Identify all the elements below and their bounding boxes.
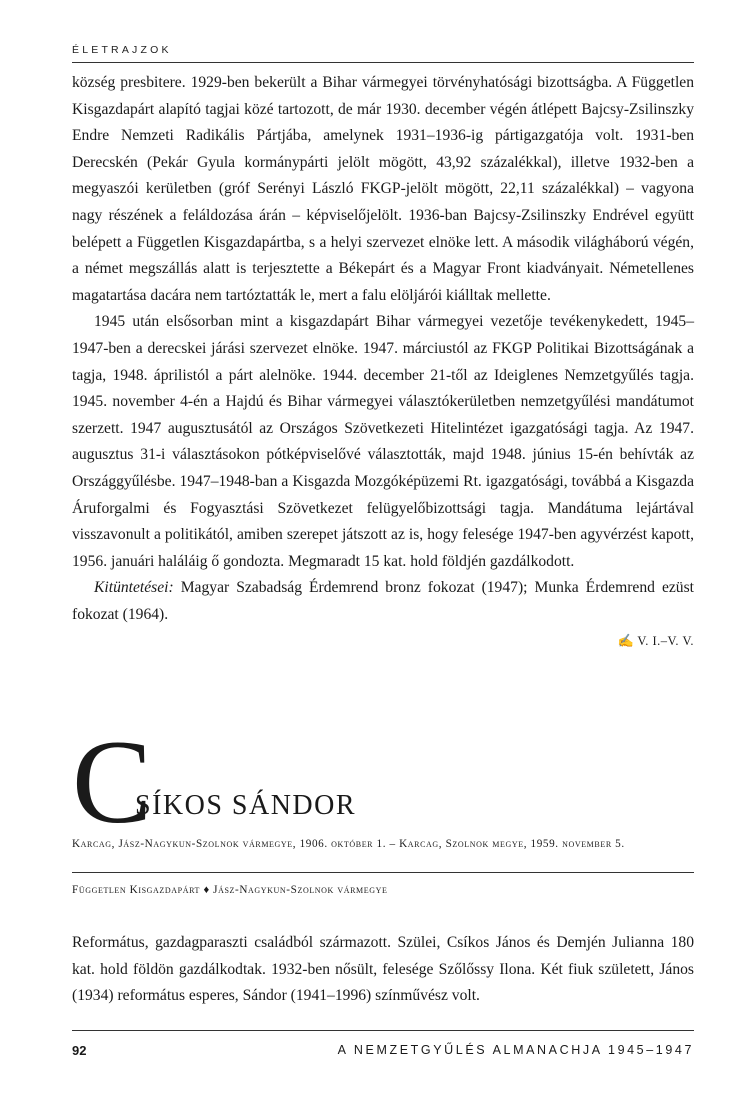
previous-entry-text xyxy=(72,70,694,655)
paragraph-2: 1945 után elsősorban mint a kisgazdapárt Bihar vármegyei vezetője tevékenykedett, 1945–1947-ben a derecskei járási szervezet elnöke. 1947. márciustól az FKGP Politikai Bizottságának a tagja, 1948. áprilistól a párt alelnöke. 1944. december 21-től az Ideiglenes Nemzetgyűlés tagja. 1945. november 4-én a Hajdú és Bihar vármegyei választókerületben nemzetgyűlési mandátumot szerzett. 1947 augusztusától az Országos Szövetkezeti Hitelintézet igazgatósági tagja. Az 1947. augusztus 31-i választásokon pótképviselővé választották, majd 1948. június 15-én behívták az Országgyűlésbe. 1947–1948-ban a Kisgazda Mozgóképüzemi Rt. igazgatósági, továbbá a Kisgazda Áruforgalmi és Fogyasztási Szövetkezet felügyelőbizottsági tagja. Mandátuma lejártával visszavonult a politikától, amiben szerepet játszott az is, hogy felesége 1947-ben agyvérzést kapott, 1956. januári haláláig ő gondozta. Megmaradt 15 kat. hold földjén gazdálkodott. xyxy=(72,313,694,570)
name-initial: C xyxy=(72,715,153,848)
diamond-icon: ♦ xyxy=(203,884,210,896)
awards-text: Magyar Szabadság Érdemrend bronz fokozat (1947); Munka Érdemrend ezüst fokozat (1964). xyxy=(72,579,694,623)
author-signature xyxy=(618,628,694,655)
entry-rule xyxy=(72,872,694,873)
header-rule xyxy=(72,62,694,63)
page-number: 92 xyxy=(72,1043,87,1058)
entry-bio: Református, gazdagparaszti családból származott. Szülei, Csíkos János és Demjén Julianna 180 kat. hold földön gazdálkodtak. 1932-ben nősült, felesége Szőlőssy Ilona. Két fiuk született, János (1934) református esperes, Sándor (1941–1996) színművész volt. xyxy=(72,934,694,1005)
county-name: Jász-Nagykun-Szolnok vármegye xyxy=(213,884,388,896)
birth-death-info: Karcag, Jász-Nagykun-Szolnok vármegye, 1906. október 1. – Karcag, Szolnok megye, 1959. november 5. xyxy=(72,838,625,850)
entry-name: SÍKOS SÁNDOR xyxy=(135,790,357,821)
footer-rule xyxy=(72,1030,694,1031)
awards-label: Kitüntetései: xyxy=(94,579,174,597)
party-line xyxy=(72,884,387,896)
party-name: Független Kisgazdapárt xyxy=(72,884,201,896)
page xyxy=(72,0,694,1112)
book-title: A NEMZETGYŰLÉS ALMANACHJA 1945–1947 xyxy=(337,1043,694,1057)
signature-text: V. I.–V. V. xyxy=(637,634,694,649)
awards-paragraph xyxy=(72,575,694,628)
footer xyxy=(72,1043,694,1058)
signature-line xyxy=(72,628,694,655)
running-head: ÉLETRAJZOK xyxy=(72,44,172,56)
pen-hand-icon: ✍ xyxy=(617,633,635,649)
paragraph-1: község presbitere. 1929-ben bekerült a Bihar vármegyei törvényhatósági bizottságba. A Független Kisgazdapárt alapító tagjai közé tartozott, de már 1930. december végén átlépett Bajcsy-Zsilinszky Endre Nemzeti Radikális Pártjába, amelynek 1931–1936-ig pártigazgatója volt. 1931-ben Derecskén (Pekár Gyula kormánypárti jelölt mögött, 43,92 százalékkal), illetve 1932-ben a megyaszói kerületben (gróf Serényi László FKGP-jelölt mögött, 22,11 százalékkal) – vagyona nagy részének a feláldozása árán – képviselőjelölt. 1936-ban Bajcsy-Zsilinszky Endrével együtt belépett a Független Kisgazdapártba, s a helyi szervezet elnöke lett. A második világháború végén, a német megszállás alatt is terjesztette a Békepárt és a Magyar Front kiadványait. Németellenes magatartása dacára nem tartóztatták le, mert a falu elöljárói kiálltak mellette. xyxy=(72,74,694,304)
